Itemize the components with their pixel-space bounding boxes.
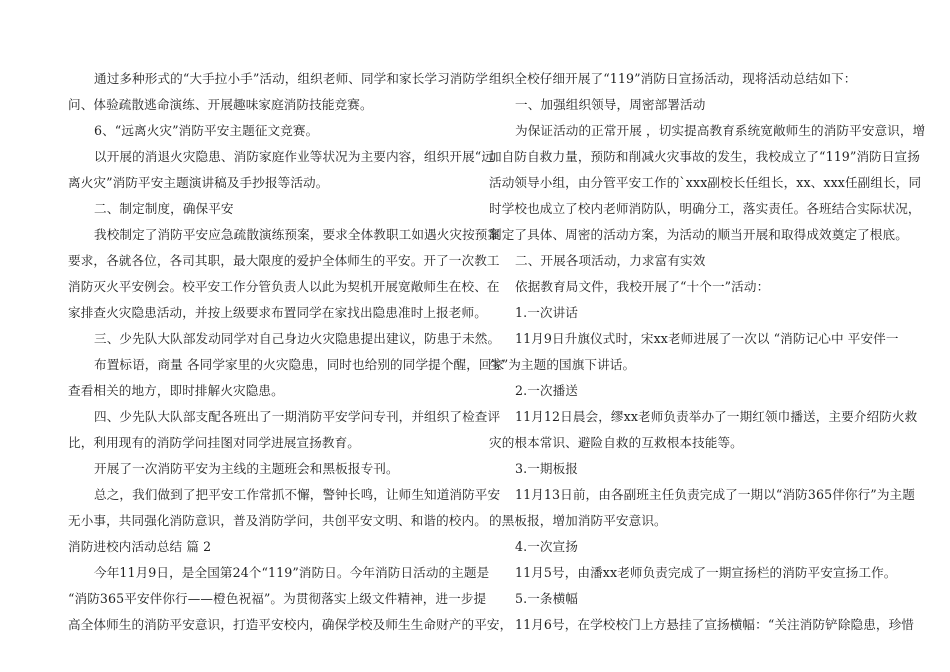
text-line: 制定了具体、周密的活动方案，为活动的顺当开展和取得成效奠定了根底。 <box>489 227 908 242</box>
text-line: 11月9日升旗仪式时，宋xx老师进展了一次以 “消防记心中 平安伴一 <box>515 331 899 346</box>
text-line: “消防365平安伴你行——橙色祝福”。为贯彻落实上级文件精神，进一步提 <box>68 591 487 606</box>
right-text-column <box>489 66 926 638</box>
text-line: 6、“远离火灾”消防平安主题征文竞赛。 <box>94 123 319 138</box>
text-line: 时学校也成立了校内老师消防队，明确分工，落实责任。各班结合实际状况， <box>489 201 921 216</box>
text-line: 11月12日晨会，缪xx老师负责举办了一期红领巾播送，主要介绍防火救 <box>515 409 918 424</box>
text-line: 要求，各就各位，各司其职，最大限度的爱护全体师生的平安。开了一次教工 <box>68 253 500 268</box>
text-line: 消防进校内活动总结 篇 2 <box>68 539 212 554</box>
text-line: 活动领导小组，由分管平安工作的`xxx副校长任组长，xx、xxx任副组长，同 <box>489 175 922 190</box>
text-line: 生”为主题的国旗下讲话。 <box>489 357 636 372</box>
text-line: 高全体师生的消防平安意识，打造平安校内，确保学校及师生生命财产的平安， <box>68 617 513 632</box>
text-line: 1.一次讲话 <box>515 305 578 320</box>
text-line: 我校制定了消防平安应急疏散演练预案，要求全体教职工如遇火灾按预案 <box>94 227 501 242</box>
text-line: 通过多种形式的“大手拉小手”活动，组织老师、同学和家长学习消防学 <box>94 71 488 86</box>
text-line: 以开展的消退火灾隐患、消防家庭作业等状况为主要内容，组织开展“远 <box>94 149 495 164</box>
text-line: 加自防自救力量，预防和削减火灾事故的发生，我校成立了“119”消防日宣扬 <box>489 149 920 164</box>
text-line: 的黑板报，增加消防平安意识。 <box>489 513 667 528</box>
text-line: 二、制定制度，确保平安 <box>94 201 234 216</box>
text-line: 开展了一次消防平安为主线的主题班会和黑板报专刊。 <box>94 461 399 476</box>
text-line: 二、开展各项活动，力求富有实效 <box>515 253 706 268</box>
text-line: 2.一次播送 <box>515 383 578 398</box>
text-line: 11月5号，由潘xx老师负责完成了一期宣扬栏的消防平安宣扬工作。 <box>515 565 897 580</box>
text-line: 消防灭火平安例会。校平安工作分管负责人以此为契机开展宽敞师生在校、在 <box>68 279 500 294</box>
text-line: 灾的根本常识、避险自救的互救根本技能等。 <box>489 435 743 450</box>
text-line: 组织全校仔细开展了“119”消防日宣扬活动，现将活动总结如下： <box>489 71 857 86</box>
text-line: 总之，我们做到了把平安工作常抓不懈，警钟长鸣，让师生知道消防平安 <box>94 487 501 502</box>
text-line: 一、加强组织领导，周密部署活动 <box>515 97 706 112</box>
left-text-column <box>68 66 513 638</box>
text-line: 布置标语，商量 各同学家里的火灾隐患，同时也给别的同学提个醒，回家 <box>94 357 505 372</box>
text-line: 3.一期板报 <box>515 461 578 476</box>
text-line: 四、少先队大队部支配各班出了一期消防平安学问专刊，并组织了检查评 <box>94 409 501 424</box>
text-line: 问、体验疏散逃命演练、开展趣味家庭消防技能竞赛。 <box>68 97 373 112</box>
text-line: 今年11月9日，是全国第24个“119”消防日。今年消防日活动的主题是 <box>94 565 490 580</box>
text-line: 11月13日前，由各副班主任负责完成了一期以“消防365伴你行”为主题 <box>515 487 915 502</box>
text-line: 无小事，共同强化消防意识，普及消防学问，共创平安文明、和谐的校内。 <box>68 513 487 528</box>
text-line: 比，利用现有的消防学问挂图对同学进展宣扬教育。 <box>68 435 360 450</box>
text-line: 家排查火灾隐患活动，并按上级要求布置同学在家找出隐患准时上报老师。 <box>68 305 487 320</box>
text-line: 依据教育局文件，我校开展了“十个一”活动： <box>515 279 770 294</box>
text-line: 5.一条横幅 <box>515 591 578 606</box>
text-line: 4.一次宣扬 <box>515 539 578 554</box>
text-line: 11月6号，在学校校门上方悬挂了宣扬横幅：“关注消防铲除隐患，珍惜 <box>515 617 914 632</box>
text-line: 查看相关的地方，即时排解火灾隐患。 <box>68 383 284 398</box>
text-line: 为保证活动的正常开展 ，切实提高教育系统宽敞师生的消防平安意识，增 <box>515 123 926 138</box>
text-line: 三、少先队大队部发动同学对自己身边火灾隐患提出建议，防患于未然。 <box>94 331 501 346</box>
text-line: 离火灾”消防平安主题演讲稿及手抄报等活动。 <box>68 175 329 190</box>
